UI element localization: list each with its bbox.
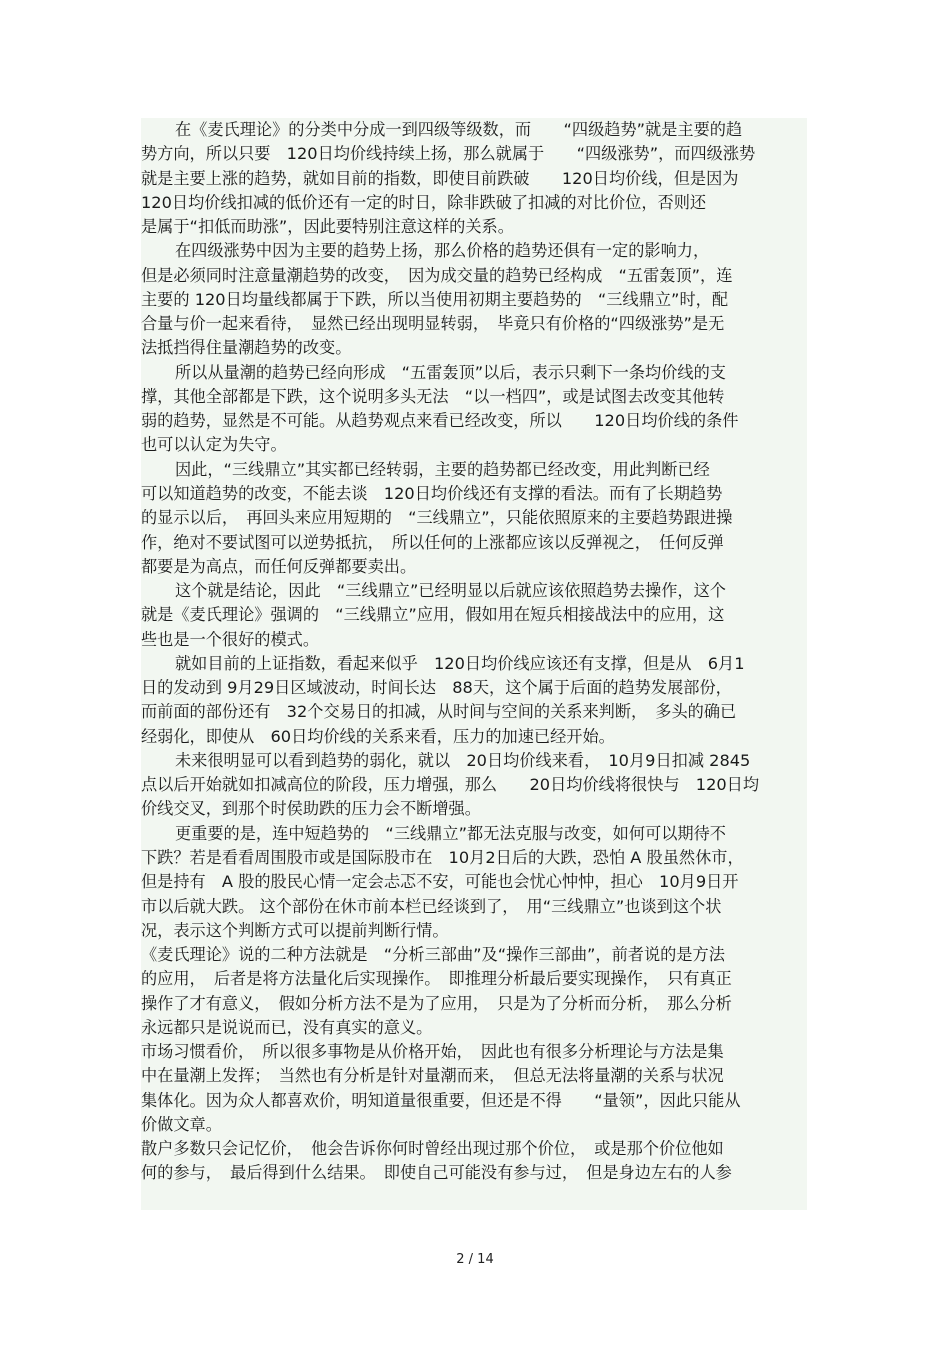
text-line: 价做文章。 [141,1114,222,1134]
text-line: 也可以认定为失守。 [141,435,287,455]
text-line: 集体化。因为众人都喜欢价，明知道量很重要，但还是不得 “量领”，因此只能从 [141,1090,741,1110]
text-line: 这个就是结论，因此 “三线鼎立”已经明显以后就应该依照趋势去操作，这个 [175,581,726,601]
text-line: 何的参与， 最后得到什么结果。 即使自己可能没有参与过， 但是身边左右的人参 [141,1163,732,1183]
text-line: 在《麦氏理论》的分类中分成一到四级等级数，而 “四级趋势”就是主要的趋 [175,120,743,139]
page-number: 2 / 14 [456,1252,494,1267]
text-line: 更重要的是，连中短趋势的 “三线鼎立”都无法克服与改变，如何可以期待不 [175,823,726,843]
text-line: 是属于“扣低而助涨”，因此要特别注意这样的关系。 [141,217,514,237]
text-line: 就是《麦氏理论》强调的 “三线鼎立”应用，假如用在短兵相接战法中的应用，这 [141,605,725,625]
text-line: 但是必须同时注意量潮趋势的改变， 因为成交量的趋势已经构成 “五雷轰顶”，连 [141,265,733,285]
text-line: 永远都只是说说而已，没有真实的意义。 [141,1017,433,1037]
text-line: 价线交叉，到那个时侯助跌的压力会不断增强。 [141,799,481,819]
text-line: 中在量潮上发挥； 当然也有分析是针对量潮而来， 但总无法将量潮的关系与状况 [141,1066,724,1086]
text-line: 法抵挡得住量潮趋势的改变。 [141,338,352,358]
text-line: 点以后开始就如扣减高位的阶段，压力增强，那么 20日均价线将很快与 120日均 [141,775,760,795]
text-line: 市场习惯看价， 所以很多事物是从价格开始， 因此也有很多分析理论与方法是集 [141,1042,724,1062]
text-line: 而前面的部份还有 32个交易日的扣减，从时间与空间的关系来判断， 多头的确已 [141,702,737,722]
text-line: 操作了才有意义， 假如分析方法不是为了应用， 只是为了分析而分析， 那么分析 [141,993,732,1013]
text-line: 况，表示这个判断方式可以提前判断行情。 [141,920,449,940]
text-line: 《麦氏理论》说的二种方法就是 “分析三部曲”及“操作三部曲”，前者说的是方法 [141,945,725,965]
text-line: 因此，“三线鼎立”其实都已经转弱，主要的趋势都已经改变，用此判断已经 [175,459,710,479]
text-line: 些也是一个很好的模式。 [141,629,320,649]
text-line: 但是持有 A 股的股民心情一定会忐忑不安，可能也会忧心忡忡，担心 10月9日开 [141,872,739,892]
text-line: 主要的 120日均量线都属于下跌，所以当使用初期主要趋势的 “三线鼎立”时，配 [141,289,728,309]
text-line: 下跌？若是看看周围股市或是国际股市在 10月2日后的大跌，恐怕 A 股虽然休市， [141,847,744,867]
text-line: 就是主要上涨的趋势，就如目前的指数，即使目前跌破 120日均价线，但是因为 [141,168,739,188]
text-line: 经弱化，即使从 60日均价线的关系来看，压力的加速已经开始。 [141,726,615,746]
text-line: 市以后就大跌。 这个部份在休市前本栏已经谈到了， 用“三线鼎立”也谈到这个状 [141,896,722,916]
text-line: 合量与价一起来看待， 显然已经出现明显转弱， 毕竟只有价格的“四级涨势”是无 [141,314,725,334]
text-line: 散户多数只会记忆价， 他会告诉你何时曾经出现过那个价位， 或是那个价位他如 [141,1139,724,1159]
text-line: 在四级涨势中因为主要的趋势上扬，那么价格的趋势还俱有一定的影响力， [175,241,710,261]
text-line: 的显示以后， 再回头来应用短期的 “三线鼎立”，只能依照原来的主要趋势跟进操 [141,508,733,528]
text-line: 势方向，所以只要 120日均价线持续上扬，那么就属于 “四级涨势”，而四级涨势 [141,144,756,164]
text-line: 120日均价线扣减的低价还有一定的时日，除非跌破了扣减的对比价位，否则还 [141,192,707,212]
text-line: 弱的趋势，显然是不可能。从趋势观点来看已经改变，所以 120日均价线的条件 [141,411,739,431]
text-line: 撑，其他全部都是下跌，这个说明多头无法 “以一档四”，或是试图去改变其他转 [141,386,725,406]
text-line: 可以知道趋势的改变，不能去谈 120日均价线还有支撑的看法。而有了长期趋势 [141,483,723,503]
text-line: 就如目前的上证指数，看起来似乎 120日均价线应该还有支撑，但是从 6月1 [175,653,745,673]
document-body [141,118,807,1210]
text-line: 的应用， 后者是将方法量化后实现操作。 即推理分析最后要实现操作， 只有真正 [141,969,732,989]
text-line: 日的发动到 9月29日区域波动，时间长达 88天，这个属于后面的趋势发展部份， [141,678,732,698]
text-line: 未来很明显可以看到趋势的弱化，就以 20日均价线来看， 10月9日扣减 2845 [175,750,751,770]
text-line: 所以从量潮的趋势已经向形成 “五雷轰顶”以后，表示只剩下一条均价线的支 [175,362,726,382]
text-line: 作，绝对不要试图可以逆势抵抗， 所以任何的上涨都应该以反弹视之， 任何反弹 [141,532,724,552]
text-line: 都要是为高点，而任何反弹都要卖出。 [141,556,417,576]
